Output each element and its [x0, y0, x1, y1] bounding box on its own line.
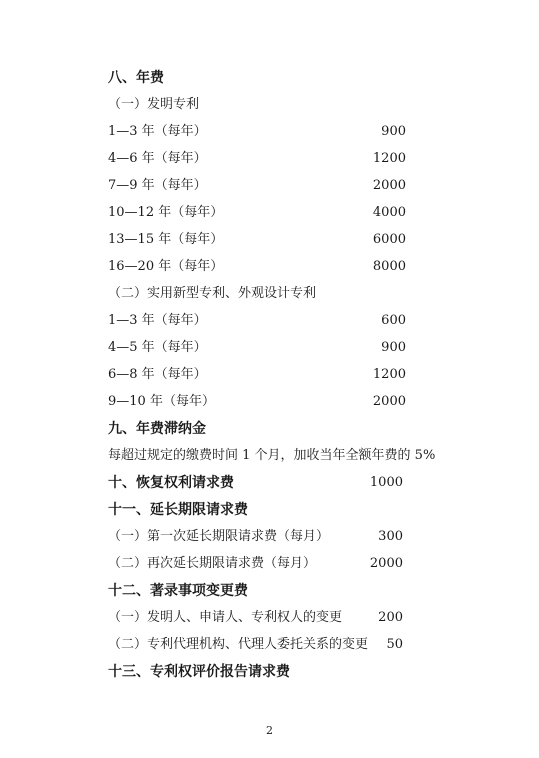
fee-row-label: 16—20 年（每年） [108, 259, 224, 274]
fee-row-label: 1—3 年（每年） [108, 313, 207, 328]
fee-row-amount: 2000 [372, 178, 406, 193]
section-9-heading: 九、年费滞纳金 [108, 421, 206, 437]
fee-row-amount: 600 [381, 313, 406, 328]
section-8-heading: 八、年费 [108, 70, 164, 86]
section-8-sub-2: （二）实用新型专利、外观设计专利 [108, 286, 317, 301]
page-number: 2 [266, 724, 273, 737]
fee-row-label: （一）第一次延长期限请求费（每月） [108, 529, 330, 544]
fee-row-amount: 900 [381, 340, 406, 355]
fee-row-amount: 1200 [372, 151, 406, 166]
fee-row-label: 7—9 年（每年） [108, 178, 207, 193]
fee-row-label: （一）发明人、申请人、专利权人的变更 [108, 610, 343, 625]
fee-row-label: 10—12 年（每年） [108, 205, 224, 220]
fee-row-label: （二）专利代理机构、代理人委托关系的变更 [108, 637, 369, 652]
late-fee-text: 每超过规定的缴费时间 1 个月，加收当年全额年费的 5% [108, 448, 436, 463]
fee-row-amount: 6000 [372, 232, 406, 247]
fee-row-label: 4—5 年（每年） [108, 340, 207, 355]
section-13-heading: 十三、专利权评价报告请求费 [108, 664, 290, 680]
fee-row-amount: 2000 [372, 394, 406, 409]
fee-row-amount: 200 [378, 610, 403, 625]
fee-row-label: 4—6 年（每年） [108, 151, 207, 166]
fee-row-label: 13—15 年（每年） [108, 232, 224, 247]
fee-row-amount: 900 [381, 124, 406, 139]
fee-row-amount: 1000 [369, 475, 403, 490]
fee-row-label: 1—3 年（每年） [108, 124, 207, 139]
fee-row-label: 9—10 年（每年） [108, 394, 215, 409]
fee-row-amount: 50 [386, 637, 403, 652]
fee-row-label: 6—8 年（每年） [108, 367, 207, 382]
fee-row-amount: 1200 [372, 367, 406, 382]
section-12-heading: 十二、著录事项变更费 [108, 583, 248, 599]
fee-row-amount: 300 [378, 529, 403, 544]
fee-row-label: （二）再次延长期限请求费（每月） [108, 556, 317, 571]
fee-row-amount: 8000 [372, 259, 406, 274]
section-10-heading: 十、恢复权利请求费 [108, 475, 234, 491]
fee-row-amount: 4000 [372, 205, 406, 220]
fee-row-amount: 2000 [369, 556, 403, 571]
section-8-sub-1: （一）发明专利 [108, 97, 200, 112]
section-11-heading: 十一、延长期限请求费 [108, 502, 248, 518]
